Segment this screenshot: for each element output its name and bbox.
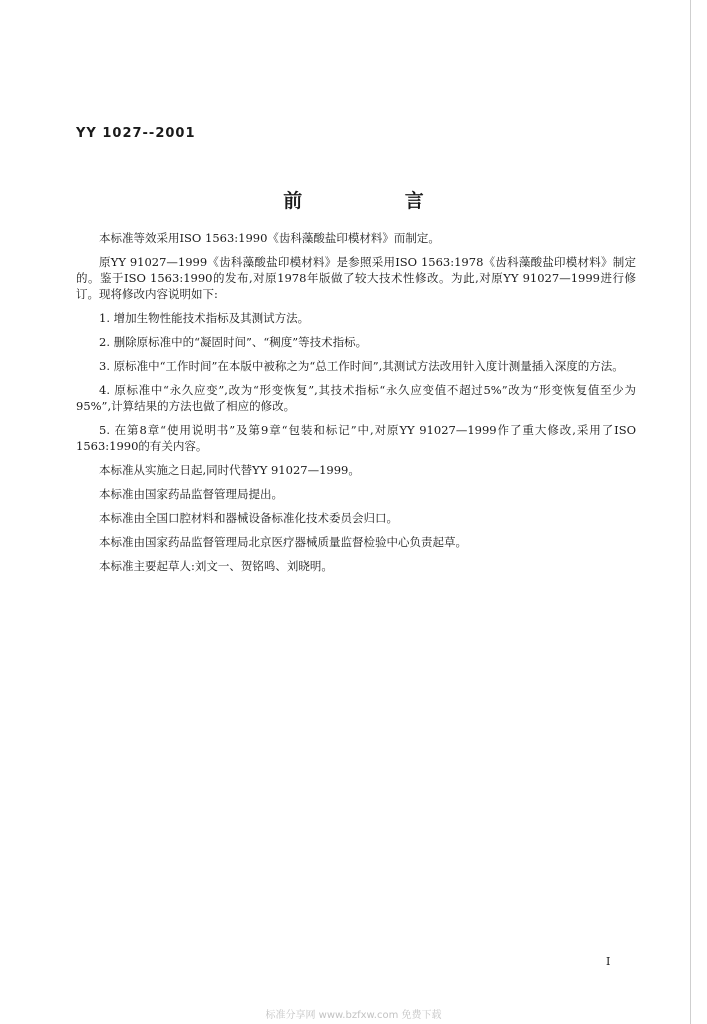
list-item: 3. 原标准中“工作时间”在本版中被称之为“总工作时间”,其测试方法改用针入度计测量插入深度的方法。 bbox=[99, 359, 624, 373]
page-number: I bbox=[606, 955, 611, 968]
standard-code: YY 1027--2001 bbox=[76, 126, 196, 141]
watermark: 标准分享网 www.bzfxw.com 免费下载 bbox=[265, 1010, 442, 1021]
paragraph: 本标准由国家药品监督管理局北京医疗器械质量监督检验中心负责起草。 bbox=[99, 535, 467, 549]
page-title: 前 言 bbox=[283, 190, 472, 212]
page-edge-line bbox=[690, 0, 691, 1024]
list-item: 4. 原标准中“永久应变”,改为“形变恢复”,其技术指标“永久应变值不超过5%”改为“形变恢复值至少为95%”,计算结果的方法也做了相应的修改。 bbox=[76, 383, 636, 413]
list-item: 2. 删除原标准中的“凝固时间”、“稠度”等技术指标。 bbox=[99, 335, 368, 349]
paragraph: 本标准从实施之日起,同时代替YY 91027—1999。 bbox=[99, 463, 360, 477]
paragraph: 本标准主要起草人:刘文一、贺铭鸣、刘晓明。 bbox=[99, 559, 333, 573]
foreword-body bbox=[76, 230, 636, 582]
paragraph: 原YY 91027—1999《齿科藻酸盐印模材料》是参照采用ISO 1563:1978《齿科藻酸盐印模材料》制定的。鉴于ISO 1563:1990的发布,对原1978年版做了较大技术性修改。为此,对原YY 91027—1999进行修订。现将修改内容说明如下: bbox=[76, 255, 636, 301]
paragraph: 本标准等效采用ISO 1563:1990《齿科藻酸盐印模材料》而制定。 bbox=[99, 231, 440, 245]
paragraph: 本标准由国家药品监督管理局提出。 bbox=[99, 487, 283, 501]
paragraph: 本标准由全国口腔材料和器械设备标准化技术委员会归口。 bbox=[99, 511, 398, 525]
list-item: 5. 在第8章“使用说明书”及第9章“包装和标记”中,对原YY 91027—1999作了重大修改,采用了ISO 1563:1990的有关内容。 bbox=[76, 423, 636, 453]
list-item: 1. 增加生物性能技术指标及其测试方法。 bbox=[99, 311, 310, 325]
